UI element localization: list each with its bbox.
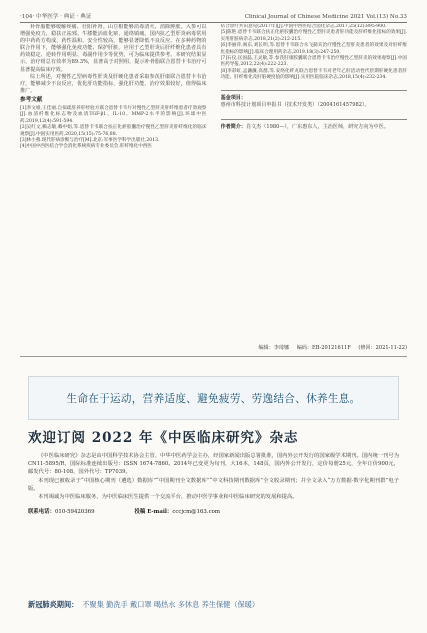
covid-message: 不聚集 勤洗手 戴口罩 喝热水 多休息 养生保健（保暖） bbox=[82, 600, 260, 609]
body-paragraph: 补骨脂能够缓解疼痛、壮阳补肾。山豆根能够消毒清火、消除肿胀。入参可以增强免疫力，稳扶正祛邪。牛膝能活血化瘀，通络镇痛。国内抗乙型肝炎病毒常用的中药药方构成，药性温和、安全性较高，能够显著降低不良反应。在多种药物的联合作用下，能够强化免疫功能、保护肝脏。应用于乙型肝炎后肝纤维化患者具有药效稳定、逆转作用明显、毒副作用少等优势，可为临床提供参考。本研究结果显示，治疗组总有效率为89.3%，显著高于对照组，提示补骨脂联合恩替卡韦治疗可显著提高临床疗效。 bbox=[20, 24, 207, 73]
fund-text: 惠州市科技计划项目申报书（技术开发类）（2004161457982）。 bbox=[220, 101, 370, 108]
email-address: cccjcm@163.com bbox=[172, 509, 220, 516]
page-header bbox=[20, 6, 407, 23]
left-column bbox=[20, 24, 207, 342]
ad-body bbox=[28, 452, 399, 501]
header-right: Clinical Journal of Chinese Medicine 2021 Vol.(13) No.33 bbox=[244, 14, 407, 20]
reference-item: [1]李文娟,王佳丽.自拟疏肝养肝经验方联合恩替卡韦片对慢性乙型肝炎肝纤维患者疗效观察[J].血清纤维化标志物及血清TGF-β1、IL-10、MMP-2水平的影响[J].环球中医药,2019,12(4):591-594. bbox=[20, 106, 207, 124]
body-paragraph: 综上所述，对慢性乙型病毒性肝炎及肝硬化患者采取参芪肝康联合恩替卡韦治疗，能够减少不良反应，优化肝功能指标，强化肝功能，治疗效果较好，值得临床推广。 bbox=[20, 73, 207, 94]
reference-item: [2]吴红文,赖志敏,赖中娟,等.恩替卡韦联合扶正化瘀胶囊治疗慢性乙型肝炎肝纤维化的临床观察[J].中国实用医药,2020,15(15):75-76,88. bbox=[20, 125, 207, 137]
revision-date: (修回：2021-11-22) bbox=[358, 345, 407, 351]
contact-info bbox=[28, 507, 399, 515]
article-columns bbox=[20, 24, 407, 342]
ad-paragraph: 本刊现已被收录于“中国核心期刊（遴选）数据库”“中国期刊全文数据库”“中文科技期刊数据库”全文收录期刊；并全文录入“万方数据·数字化期刊群”电子版。 bbox=[28, 477, 399, 492]
ad-paragraph: 本刊竭诚为中医临床服务，为中医临床医生提供一个交流平台，推动中医学事业和中医临床研究的发展和提高。 bbox=[38, 494, 298, 501]
header-left: ·104· 中华医学 · 典证 · 典证 bbox=[20, 14, 92, 20]
references-heading: 参考文献 bbox=[20, 96, 43, 103]
section-divider bbox=[20, 356, 407, 357]
covid-label: 新冠肺炎期间： bbox=[28, 600, 79, 609]
fund-label: 基金项目： bbox=[220, 94, 246, 101]
author-text: 肖文杰（1980—），广东惠东人，主治医师，研究方向为中医。 bbox=[245, 123, 389, 130]
reference-item: [3]林小燕.现代肝病诊断与治疗[M].北京:军事医学科学出版社,2013. bbox=[20, 138, 160, 144]
slogan-text: 生命在于运动，营养适度、避免疲劳、劳逸结合、休养生息。 bbox=[66, 392, 361, 405]
reference-item: [8]李彩虹,孟濂濂,高群,等.安络化纤丸联合恩替卡韦对老年乙肝活动性代偿期肝硬化患者肝功能、肝纤维化及肝脏硬度值的影响[J].实用医院临床杂志,2018,15(4):232-234. bbox=[220, 68, 407, 81]
phone-number: 010-59420369 bbox=[54, 509, 95, 516]
right-column bbox=[221, 24, 408, 342]
email-label: 投稿 E-mail： bbox=[134, 509, 173, 516]
reference-item: [4]中国中西医结合学会消化系统疾病专业委员会.肝纤维化中西医 bbox=[20, 144, 153, 150]
slogan-banner bbox=[28, 376, 399, 420]
editor-code: 编码：EB-20121611F bbox=[296, 345, 351, 351]
editor-line bbox=[220, 344, 407, 351]
subscription-ad bbox=[28, 426, 399, 602]
editor-name: 编辑：李琦娜 bbox=[258, 345, 290, 351]
reference-item: 结合诊疗共识意见(2017年)[J].中国中西医结合消化杂志,2017,25(12):895-900. bbox=[220, 24, 387, 29]
covid-notice bbox=[28, 600, 399, 610]
reference-item: [5]陈艳.恩替卡韦联合扶正化瘀胶囊治疗慢性乙型肝炎患者肝功能及肝纤维化指标的效果[J].实用肝脏病杂志,2018,21(2):212-215. bbox=[220, 30, 407, 42]
ad-title: 欢迎订阅 2022 年《中医临床研究》杂志 bbox=[28, 430, 299, 446]
author-label: 作者简介： bbox=[220, 123, 246, 130]
fund-info bbox=[221, 90, 408, 109]
reference-item: [7]石仪,匡国磊,王灵敏,等.参芪肝康胶囊联合恩替卡韦治疗慢性乙型肝炎的效果观察[J].中国医药导报,2012,22(4):222-223. bbox=[220, 56, 407, 68]
reference-item: [6]李丽萍,阎东,刘长明,等.恩替卡韦联合水飞蓟宾治疗慢性乙型肝炎患者的效果及对肝纤维化指标的影响[J].临床合理用药杂志,2019,18(3):247-250. bbox=[220, 43, 407, 55]
ad-paragraph: 《中医临床研究》杂志是由中国科学技术协会主管、中华中医药学会主办，经国家新闻出版总署批准，国内外公开发行的国家级学术期刊。国内统一刊号为CN11-5895/R，国际标准连续出版号：ISSN 1674-7860。2014年已变更为旬刊，大16本，148页，国内外公开发行，定价每册25元，全年订价900元，邮发代号：80-108，国外代号：TP7039。 bbox=[28, 453, 399, 476]
author-info bbox=[221, 119, 408, 131]
phone-label: 联系电话： bbox=[28, 509, 55, 516]
